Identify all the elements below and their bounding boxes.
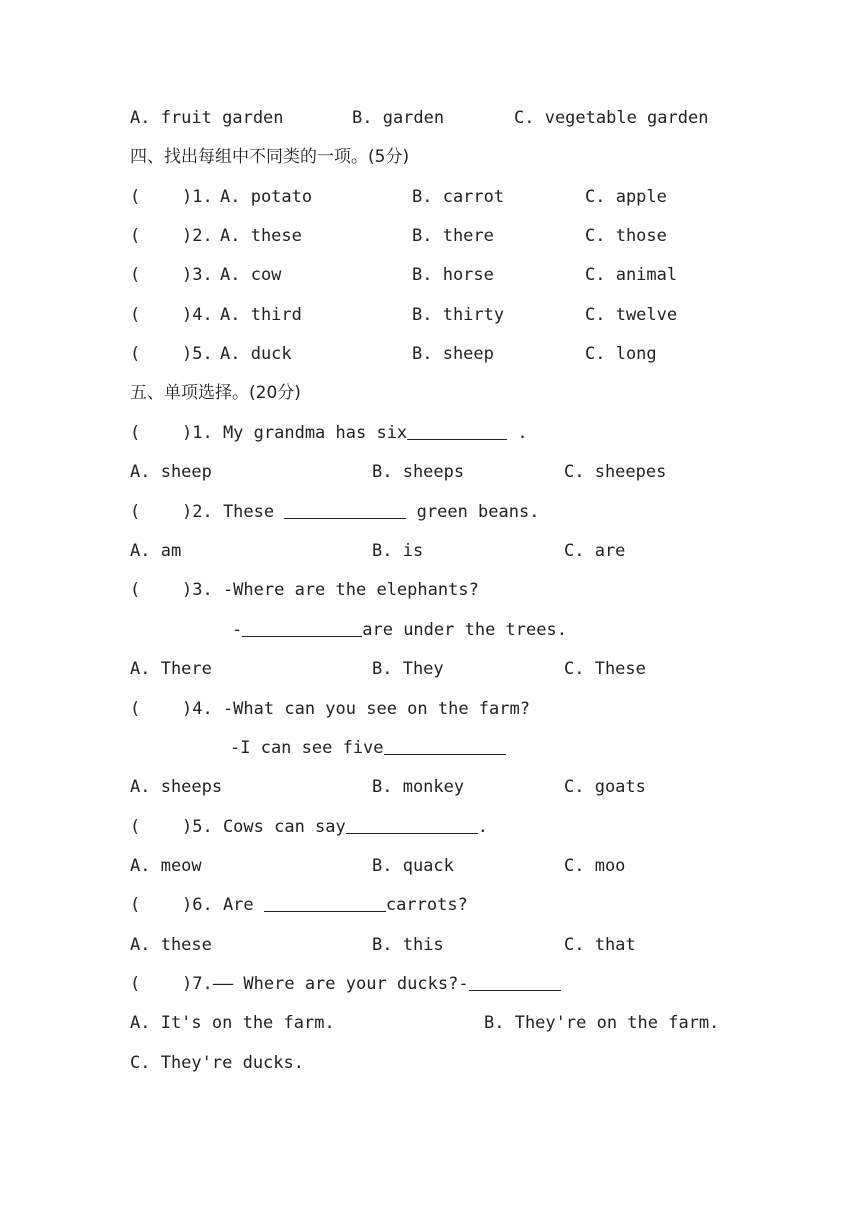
question-stem: )7.—— Where are your ducks?- xyxy=(182,972,561,996)
option-c: C. are xyxy=(564,541,626,561)
s5-q3-options xyxy=(130,657,800,681)
option-a: A. sheep xyxy=(130,462,212,482)
option-b: B. this xyxy=(372,935,444,955)
s5-q3-reply xyxy=(130,618,800,642)
option-a: A. cow xyxy=(220,265,282,285)
question-stem: )5. Cows can say . xyxy=(182,817,489,837)
question-stem: )4. -What can you see on the farm? xyxy=(182,699,530,719)
option-a: A. am xyxy=(130,541,182,561)
option-c: C. long xyxy=(585,344,657,364)
s5-q4 xyxy=(130,697,800,721)
s4-item-2 xyxy=(130,224,800,248)
s5-q5-options xyxy=(130,854,800,878)
item-number: )1. xyxy=(182,187,213,207)
answer-blank[interactable] xyxy=(407,421,507,440)
option-a: A. these xyxy=(130,935,212,955)
option-c: C. sheepes xyxy=(564,462,667,482)
s5-q2-options xyxy=(130,539,800,563)
reply-line: -I can see five xyxy=(230,736,506,760)
answer-blank[interactable] xyxy=(384,736,506,755)
answer-paren: ( xyxy=(130,895,141,915)
answer-blank[interactable] xyxy=(346,815,478,834)
reply-line: - are under the trees. xyxy=(232,620,567,640)
question-stem: )3. -Where are the elephants? xyxy=(182,580,479,600)
option-c: C. moo xyxy=(564,856,626,876)
answer-paren: ( xyxy=(130,974,141,994)
answer-paren: ( xyxy=(130,580,141,600)
option-a: A. meow xyxy=(130,856,202,876)
option-b: B. thirty xyxy=(412,305,505,325)
s4-item-5 xyxy=(130,342,800,366)
option-b: B. monkey xyxy=(372,777,465,797)
answer-blank[interactable] xyxy=(264,893,386,912)
answer-blank[interactable] xyxy=(242,618,362,637)
answer-blank[interactable] xyxy=(284,500,406,519)
s5-q5 xyxy=(130,815,800,839)
answer-paren: ( xyxy=(130,265,141,285)
option-b: B. is xyxy=(372,541,424,561)
option-c: C. apple xyxy=(585,187,667,207)
option-b: B. garden xyxy=(352,108,445,128)
question-stem: )6. Are carrots? xyxy=(182,895,468,915)
answer-paren: ( xyxy=(130,699,141,719)
option-c: C. goats xyxy=(564,777,646,797)
answer-blank[interactable] xyxy=(469,972,561,991)
s5-q7-options-cont xyxy=(130,1051,800,1075)
answer-paren: ( xyxy=(130,305,141,325)
section-4-heading: 四、找出每组中不同类的一项。(5分) xyxy=(130,147,410,167)
option-a: A. potato xyxy=(220,187,313,207)
option-b: B. there xyxy=(412,226,494,246)
item-number: )3. xyxy=(182,265,213,285)
s5-q6-options xyxy=(130,933,800,957)
item-number: )4. xyxy=(182,305,213,325)
carry-over-options xyxy=(130,106,800,130)
s5-q6 xyxy=(130,893,800,917)
option-c: C. that xyxy=(564,935,636,955)
s5-q4-options xyxy=(130,775,800,799)
option-c: C. They're ducks. xyxy=(130,1053,304,1073)
s5-q1 xyxy=(130,421,800,445)
option-b: B. They xyxy=(372,659,444,679)
item-number: )2. xyxy=(182,226,213,246)
answer-paren: ( xyxy=(130,187,141,207)
s4-item-1 xyxy=(130,185,800,209)
option-c: C. These xyxy=(564,659,646,679)
item-number: )5. xyxy=(182,344,213,364)
s5-q7 xyxy=(130,972,800,996)
option-b: B. sheep xyxy=(412,344,494,364)
s4-item-3 xyxy=(130,263,800,287)
s5-q3 xyxy=(130,578,800,602)
option-c: C. those xyxy=(585,226,667,246)
option-a: A. sheeps xyxy=(130,777,223,797)
answer-paren: ( xyxy=(130,502,141,522)
question-stem: )1. My grandma has six . xyxy=(182,423,528,443)
option-a: A. fruit garden xyxy=(130,108,284,128)
answer-paren: ( xyxy=(130,817,141,837)
section-5-heading: 五、单项选择。(20分) xyxy=(130,383,301,403)
s4-item-4 xyxy=(130,303,800,327)
option-c: C. vegetable garden xyxy=(514,108,709,128)
option-c: C. twelve xyxy=(585,305,678,325)
answer-paren: ( xyxy=(130,344,141,364)
s5-q7-options xyxy=(130,1011,800,1035)
option-b: B. sheeps xyxy=(372,462,465,482)
option-b: B. carrot xyxy=(412,187,505,207)
option-b: B. They're on the farm. xyxy=(484,1013,720,1033)
option-a: A. third xyxy=(220,305,302,325)
option-c: C. animal xyxy=(585,265,678,285)
s5-q1-options xyxy=(130,460,800,484)
question-stem: )2. These green beans. xyxy=(182,502,540,522)
option-a: A. duck xyxy=(220,344,292,364)
option-a: A. It's on the farm. xyxy=(130,1013,335,1033)
option-b: B. horse xyxy=(412,265,494,285)
option-a: A. There xyxy=(130,659,212,679)
option-b: B. quack xyxy=(372,856,454,876)
option-a: A. these xyxy=(220,226,302,246)
answer-paren: ( xyxy=(130,423,141,443)
answer-paren: ( xyxy=(130,226,141,246)
s5-q4-reply xyxy=(130,736,800,760)
s5-q2 xyxy=(130,500,800,524)
